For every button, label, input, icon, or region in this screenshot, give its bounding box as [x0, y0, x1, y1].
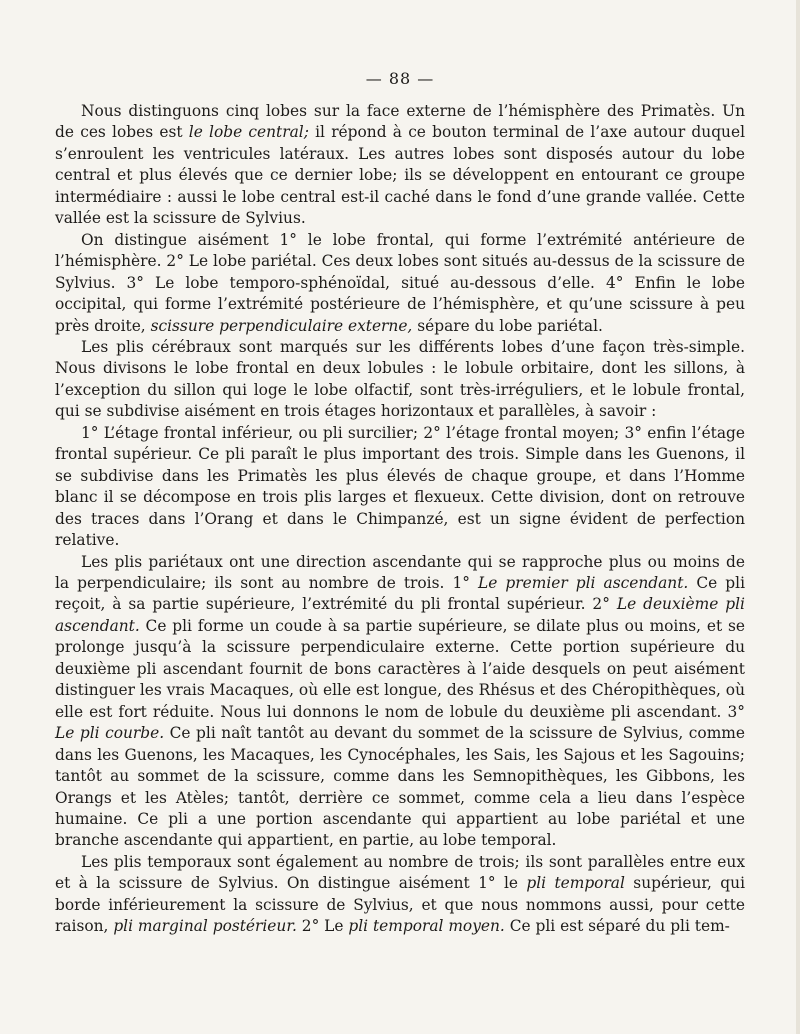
body-text	[55, 101, 745, 938]
paragraph-6: Les plis temporaux sont également au nombre de trois; ils sont parallèles entre eux et à la scissure de Sylvius. On distingue aisément 1° le pli temporal supérieur, qui borde inférieurement la scissure de Sylvius, et que nous nommons aussi, pour cette raison, pli marginal postérieur. 2° Le pli temporal moyen. Ce pli est séparé du pli tem-	[55, 852, 745, 936]
paragraph-1: Nous distinguons cinq lobes sur la face externe de l’hémisphère des Primatès. Un de ces lobes est le lobe central; il répond à ce bouton terminal de l’axe autour duquel s’enroulent les ventricules latéraux. Les autres lobes sont disposés autour du lobe central et plus élevés que ce dernier lobe; ils se développent en entourant ce groupe intermédiaire : aussi le lobe central est-il caché dans le fond d’une grande vallée. Cette vallée est la scissure de Sylvius.	[55, 102, 745, 228]
paragraph-3: Les plis cérébraux sont marqués sur les différents lobes d’une façon très-simple. Nous divisons le lobe frontal en deux lobules : le lobule orbitaire, dont les sillons, à l’exception du sillon qui loge le lobe olfactif, sont très-irréguliers, et le lobule frontal, qui se subdivise aisément en trois étages horizontaux et parallèles, à savoir :	[55, 337, 745, 421]
paragraph-5: Les plis pariétaux ont une direction ascendante qui se rapproche plus ou moins de la perpendiculaire; ils sont au nombre de trois. 1° Le premier pli ascendant. Ce pli reçoit, à sa partie supérieure, l’extrémité du pli frontal supérieur. 2° Le deuxième pli ascendant. Ce pli forme un coude à sa partie supérieure, se dilate plus ou moins, et se prolonge jusqu’à la scissure perpendiculaire externe. Cette portion supérieure du deuxième pli ascendant fournit de bons caractères à l’aide desquels on peut aisément distinguer les vrais Macaques, où elle est longue, des Rhésus et des Chéropithèques, où elle est fort réduite. Nous lui donnons le nom de lobule du deuxième pli ascendant. 3° Le pli courbe. Ce pli naît tantôt au devant du sommet de la scissure de Sylvius, comme dans les Guenons, les Macaques, les Cynocéphales, les Sais, les Sajous et les Sagouins; tantôt au sommet de la scissure, comme dans les Semnopithèques, les Gibbons, les Orangs et les Atèles; tantôt, derrière ce sommet, comme cela a lieu dans l’espèce humaine. Ce pli a une portion ascendante qui appartient au lobe pariétal et une branche ascendante qui appartient, en partie, au lobe temporal.	[55, 552, 745, 850]
paragraph-2: On distingue aisément 1° le lobe frontal, qui forme l’extrémité antérieure de l’hémisphère. 2° Le lobe pariétal. Ces deux lobes sont situés au-dessus de la scissure de Sylvius. 3° Le lobe temporo-sphénoïdal, situé au-dessous d’elle. 4° Enfin le lobe occipital, qui forme l’extrémité postérieure de l’hémisphère, et qu’une scissure à peu près droite, scissure perpendiculaire externe, sépare du lobe pariétal.	[55, 230, 745, 335]
page-edge	[796, 0, 800, 1034]
page-number: — 88 —	[365, 69, 435, 88]
paragraph-4: 1° L’étage frontal inférieur, ou pli surcilier; 2° l’étage frontal moyen; 3° enfin l’étage frontal supérieur. Ce pli paraît le plus important des trois. Simple dans les Guenons, il se subdivise dans les Primatès les plus élevés de chaque groupe, et dans l’Homme blanc il se décompose en trois plis larges et flexueux. Cette division, dont on retrouve des traces dans l’Orang et dans le Chimpanzé, est un signe évident de perfection relative.	[55, 423, 745, 550]
